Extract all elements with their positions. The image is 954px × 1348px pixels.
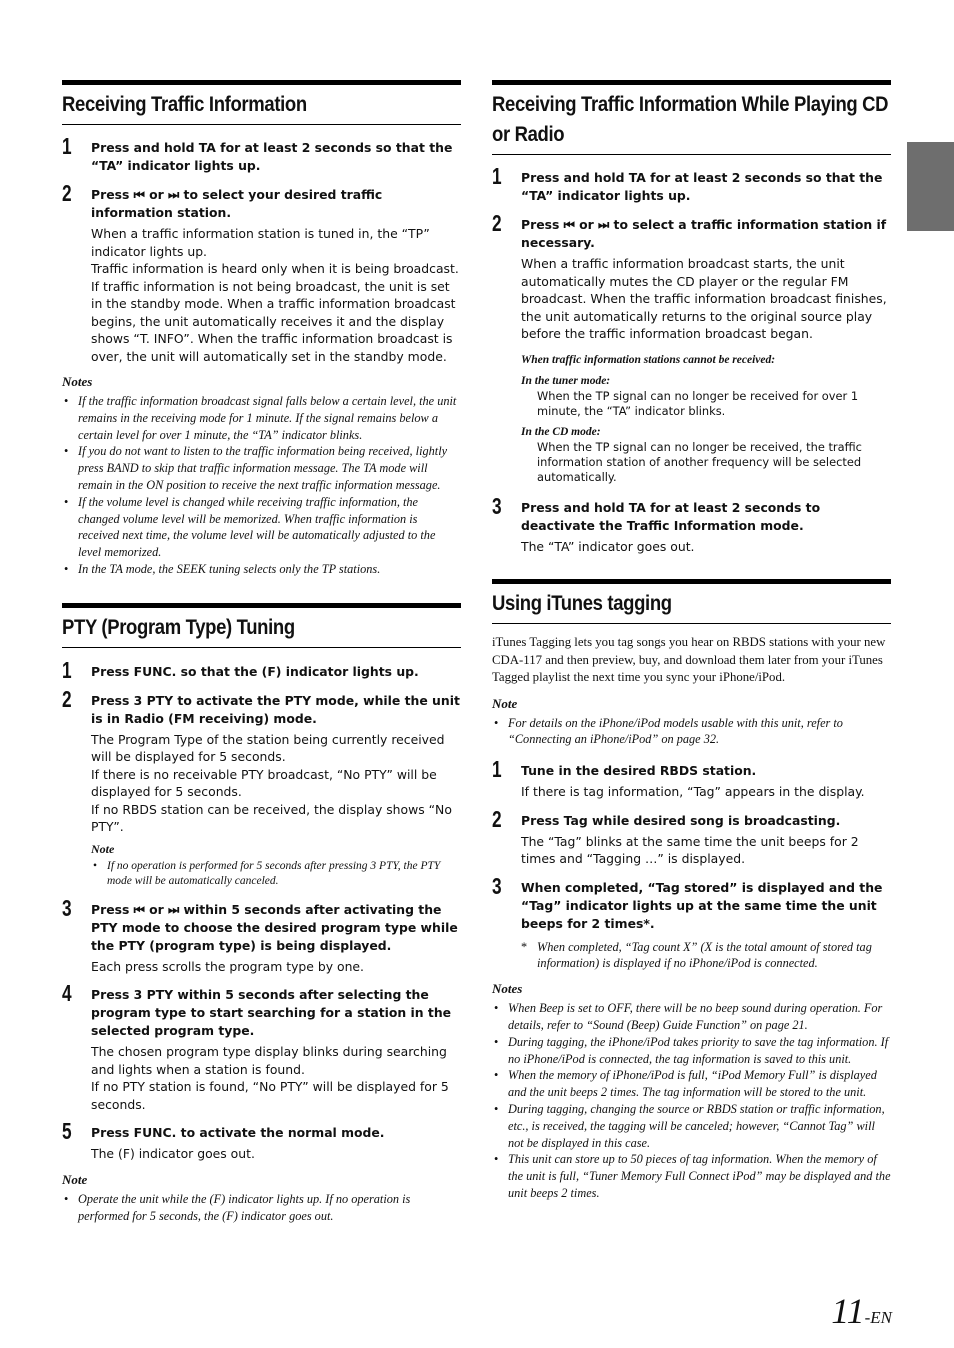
- page-number-suffix: -EN: [864, 1308, 892, 1327]
- step-paragraph: If there is no receivable PTY broadcast, “No PTY” will be displayed for 5 seconds.: [91, 766, 437, 800]
- section-thumb-tab: [907, 142, 954, 231]
- step-body: [91, 731, 461, 836]
- step-title: Press Tag while desired song is broadcasting.: [521, 812, 841, 828]
- step: [492, 872, 891, 973]
- section-header: [62, 603, 461, 648]
- step-title: Press ⏮ or ⏭ to select your desired traffic information station.: [91, 187, 383, 220]
- step-number: 1: [492, 756, 502, 783]
- left-column: [62, 80, 461, 1224]
- step: [62, 894, 461, 976]
- step: [62, 980, 461, 1113]
- step: [492, 163, 891, 205]
- section-pty-tuning: [62, 603, 461, 1225]
- cd-mode-heading: In the CD mode:: [521, 425, 601, 438]
- step-body: [521, 833, 891, 868]
- page-number-value: 11: [831, 1291, 865, 1331]
- section-title: PTY (Program Type) Tuning: [62, 614, 295, 639]
- note-item: • Operate the unit while the (F) indicator lights up. If no operation is performed for 5 seconds, the (F) indicator goes out.: [62, 1191, 461, 1225]
- step-paragraph: Each press scrolls the program type by one.: [91, 958, 364, 974]
- step-number: 1: [492, 163, 502, 189]
- step: [492, 805, 891, 868]
- step-paragraph: The chosen program type display blinks during searching and lights when a station is found.: [91, 1044, 447, 1077]
- step-number: 5: [62, 1118, 72, 1145]
- note-item: • During tagging, changing the source or RBDS station or traffic information, etc., is received, the tagging will be canceled; however, “Cannot Tag” will not be displayed in this case.: [492, 1101, 891, 1151]
- step: [492, 492, 891, 556]
- notes-heading: Note: [492, 695, 518, 711]
- step-title: Press ⏮ or ⏭ within 5 seconds after activating the PTY mode to choose the desired program type while the PTY (program type) is being displayed.: [91, 901, 458, 953]
- step-title: Press and hold TA for at least 2 seconds so that the “TA” indicator lights up.: [91, 140, 453, 173]
- section-header: [62, 80, 461, 125]
- step-paragraph: If no RBDS station can be received, the display shows “No PTY”.: [91, 801, 452, 835]
- right-column: [492, 80, 891, 1202]
- intro-paragraph: iTunes Tagging lets you tag songs you hear on RBDS stations with your new CDA-117 and then preview, buy, and download them later from your iTunes Tagged playlist the next time you sync your iPhone/iPod.: [492, 635, 886, 684]
- notes-heading: Note: [62, 1171, 88, 1187]
- note-item: • For details on the iPhone/iPod models usable with this unit, refer to “Connecting an iPhone/iPod” on page 32.: [492, 715, 891, 749]
- step-body: [521, 783, 891, 801]
- note-item: • During tagging, the iPhone/iPod takes priority to save the tag information. If no iPhone/iPod is connected, the tag information is saved to this unit.: [492, 1034, 891, 1068]
- step: [492, 210, 891, 485]
- section-header: [492, 579, 891, 624]
- step-body: [521, 255, 891, 343]
- section-title: Using iTunes tagging: [492, 591, 672, 615]
- step-paragraph: The (F) indicator goes out.: [91, 1146, 255, 1162]
- note-item: • In the TA mode, the SEEK tuning selects only the TP stations.: [62, 561, 461, 578]
- note-item: • This unit can store up to 50 pieces of tag information. When the memory of the unit is full, “Tuner Memory Full Connect iPod” may be displayed and the unit beeps 2 times.: [492, 1151, 891, 1201]
- step-title: Press 3 PTY to activate the PTY mode, while the unit is in Radio (FM receiving) mode.: [91, 692, 460, 726]
- step: [492, 756, 891, 801]
- step-body: [91, 958, 461, 976]
- step-number: 2: [492, 805, 502, 832]
- section-traffic-info: [62, 80, 461, 578]
- cannot-receive-heading: When traffic information stations cannot be received:: [521, 353, 776, 366]
- step-paragraph: When a traffic information station is tuned in, the “TP” indicator lights up.: [91, 226, 430, 259]
- step-paragraph: When a traffic information broadcast starts, the unit automatically mutes the CD player or the regular FM broadcast. When the traffic information broadcast finishes, the unit automatically returns to the original source play before the traffic information broadcast began.: [521, 256, 887, 341]
- step-title: Press FUNC. so that the (F) indicator lights up.: [91, 663, 419, 679]
- footnote-text: When completed, “Tag count X” (X is the total amount of stored tag information) is displayed if no iPhone/iPod is connected.: [537, 939, 872, 971]
- step: [62, 685, 461, 890]
- step-body: [91, 1145, 461, 1163]
- cd-mode-text: When the TP signal can no longer be received, the traffic information station of another frequency will be selected automatically.: [537, 439, 862, 484]
- step-number: 3: [492, 872, 502, 899]
- notes-list: [62, 393, 461, 578]
- note-item: • If no operation is performed for 5 seconds after pressing 3 PTY, the PTY mode will be automatically canceled.: [91, 859, 461, 890]
- note-item: • When Beep is set to OFF, there will be no beep sound during operation. For details, refer to “Sound (Beep) Guide Function” on page 21.: [492, 1000, 891, 1034]
- step-title: Press ⏮ or ⏭ to select a traffic information station if necessary.: [521, 217, 887, 250]
- step-number: 2: [62, 180, 72, 206]
- note-item: • If the traffic information broadcast signal falls below a certain level, the unit remains in the receiving mode for 1 minute. If the signal remains below a certain level for over 1 minute, the “TA” indicator blinks.: [62, 393, 461, 443]
- footnote: [521, 939, 891, 973]
- notes-heading: Notes: [62, 374, 93, 389]
- step: [62, 133, 461, 175]
- notes-heading: Notes: [492, 981, 523, 997]
- note-item: • If the volume level is changed while receiving traffic information, the changed volume level will be memorized. When traffic information is received next time, the volume level will be automatically adjusted to the level memorized.: [62, 494, 461, 561]
- step-number: 1: [62, 133, 72, 159]
- tuner-mode-text: When the TP signal can no longer be received for over 1 minute, the “TA” indicator blinks.: [537, 388, 859, 418]
- section-itunes-tagging: [492, 579, 891, 1202]
- step-body: [521, 538, 891, 556]
- step-number: 3: [62, 894, 72, 921]
- tuner-mode-heading: In the tuner mode:: [521, 374, 611, 387]
- section-title: Receiving Traffic Information: [62, 92, 307, 116]
- section-header: [492, 80, 891, 155]
- step-paragraph: The “TA” indicator goes out.: [521, 538, 695, 554]
- step: [62, 180, 461, 365]
- step-title: Press and hold TA for at least 2 seconds so that the “TA” indicator lights up.: [521, 170, 883, 203]
- step-number: 4: [62, 980, 72, 1007]
- step: [62, 1118, 461, 1163]
- step-title: Press FUNC. to activate the normal mode.: [91, 1125, 385, 1141]
- note-item: • When the memory of iPhone/iPod is full, “iPod Memory Full” is displayed and the unit beeps 2 times. The tag information will be stored to the unit.: [492, 1067, 891, 1101]
- step-number: 2: [62, 685, 72, 712]
- step: [62, 656, 461, 683]
- notes-list: [492, 715, 891, 749]
- step-title: Press 3 PTY within 5 seconds after selecting the program type to start searching for a station in the selected program type.: [91, 987, 452, 1039]
- section-title: Receiving Traffic Information While Playing CD or Radio: [492, 92, 889, 146]
- inline-note-list: [91, 859, 461, 890]
- step-paragraph: If there is tag information, “Tag” appears in the display.: [521, 784, 865, 800]
- step-paragraph: The Program Type of the station being currently received will be displayed for 5 seconds.: [91, 731, 445, 765]
- note-item: • If you do not want to listen to the traffic information being received, lightly press BAND to skip that traffic information message. The TA mode will remain in the ON position to receive the next traffic information message.: [62, 443, 461, 493]
- footnote-mark: *: [521, 939, 528, 954]
- notes-list: [62, 1191, 461, 1225]
- step-paragraph: Traffic information is heard only when it is being broadcast. If traffic information is not being broadcast, the unit is set in the standby mode. When a traffic information broadcast begins, the unit automatically receives it and the display shows “T. INFO”. When the traffic information broadcast is over, the unit will automatically set in the standby mode.: [91, 261, 459, 364]
- step-number: 2: [492, 210, 502, 236]
- step-title: When completed, “Tag stored” is displayed and the “Tag” indicator lights up at the same time the unit beeps for 2 times*.: [521, 879, 883, 931]
- inline-note-heading: Note: [91, 841, 115, 856]
- step-number: 1: [62, 656, 72, 683]
- step-body: [91, 1043, 461, 1113]
- step-paragraph: If no PTY station is found, “No PTY” will be displayed for 5 seconds.: [91, 1079, 449, 1112]
- step-title: Tune in the desired RBDS station.: [521, 763, 757, 779]
- section-traffic-cd-radio: [492, 80, 891, 555]
- step-number: 3: [492, 492, 502, 519]
- step-title: Press and hold TA for at least 2 seconds to deactivate the Traffic Information mode.: [521, 499, 821, 533]
- page-number: [831, 1290, 892, 1332]
- step-body: [91, 225, 461, 365]
- step-paragraph: The “Tag” blinks at the same time the unit beeps for 2 times and “Tagging …” is displayed.: [521, 833, 859, 867]
- notes-list: [492, 1000, 891, 1202]
